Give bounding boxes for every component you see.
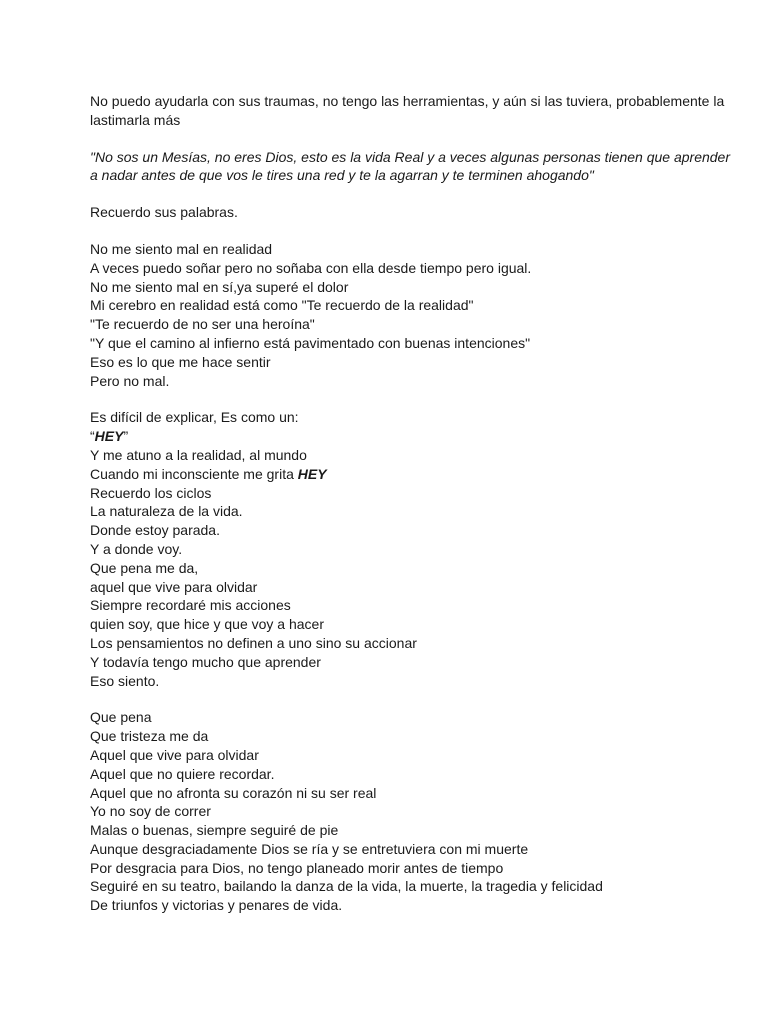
stanza-line: Siempre recordaré mis acciones: [90, 597, 291, 614]
stanza-line: aquel que vive para olvidar: [90, 578, 258, 595]
stanza-line: Eso siento.: [90, 672, 160, 689]
stanza-line: Los pensamientos no definen a uno sino su accionar: [90, 634, 417, 651]
open-quote: “: [90, 428, 95, 445]
stanza-line: Donde estoy parada.: [90, 522, 220, 539]
paragraph-gap: [90, 690, 730, 708]
stanza-line: Seguiré en su teatro, bailando la danza de la vida, la muerte, la tragedia y felicidad: [90, 878, 603, 895]
stanza-line: Aquel que no afronta su corazón ni su ser real: [90, 784, 377, 801]
stanza-3: [90, 708, 730, 915]
stanza-line: Aquel que no quiere recordar.: [90, 765, 275, 782]
paragraph-gap: [90, 222, 730, 240]
stanza-line: [90, 465, 730, 484]
stanza-line: A veces puedo soñar pero no soñaba con ella desde tiempo pero igual.: [90, 259, 532, 276]
hey-word: HEY: [94, 428, 124, 445]
stanza-line: Pero no mal.: [90, 372, 170, 389]
paragraph-gap: [90, 130, 730, 148]
stanza-line: "Y que el camino al infierno está pavimentado con buenas intenciones": [90, 334, 531, 351]
stanza-line: Que pena me da,: [90, 559, 199, 576]
stanza-line: Y todavía tengo mucho que aprender: [90, 653, 321, 670]
stanza-line: De triunfos y victorias y penares de vida.: [90, 897, 343, 914]
stanza-line: La naturaleza de la vida.: [90, 503, 243, 520]
stanza-line: Yo no soy de correr: [90, 803, 211, 820]
stanza-line: Aquel que vive para olvidar: [90, 746, 259, 763]
stanza-line: Es difícil de explicar, Es como un:: [90, 409, 299, 426]
stanza-line: No me siento mal en sí,ya superé el dolor: [90, 278, 349, 295]
stanza-2: [90, 408, 730, 690]
quote-paragraph: "No sos un Mesías, no eres Dios, esto es la vida Real y a veces algunas personas tienen que aprender a nadar antes de que vos le tires una red y te la agarran y te terminen ahogando": [90, 148, 731, 184]
hey-word: HEY: [297, 465, 327, 482]
paragraph-gap: [90, 390, 730, 408]
stanza-line: Que tristeza me da: [90, 728, 209, 745]
stanza-line: Recuerdo los ciclos: [90, 484, 212, 501]
stanza-line: Y me atuno a la realidad, al mundo: [90, 446, 307, 463]
stanza-line: Eso es lo que me hace sentir: [90, 353, 271, 370]
stanza-line: quien soy, que hice y que voy a hacer: [90, 616, 325, 633]
document-page: [90, 92, 730, 915]
recuerdo-line: Recuerdo sus palabras.: [90, 204, 238, 221]
stanza-line: Y a donde voy.: [90, 540, 183, 557]
stanza-line: Que pena: [90, 709, 152, 726]
stanza-line: No me siento mal en realidad: [90, 240, 273, 257]
stanza-line-prefix: Cuando mi inconsciente me grita: [90, 465, 298, 482]
stanza-1: [90, 240, 730, 390]
stanza-line: Aunque desgraciadamente Dios se ría y se entretuviera con mi muerte: [90, 840, 529, 857]
close-quote: ”: [123, 428, 129, 445]
stanza-line: Por desgracia para Dios, no tengo planeado morir antes de tiempo: [90, 859, 504, 876]
paragraph-gap: [90, 185, 730, 203]
stanza-line: Malas o buenas, siempre seguiré de pie: [90, 822, 339, 839]
stanza-line: "Te recuerdo de no ser una heroína": [90, 316, 315, 333]
hey-line: [90, 427, 730, 446]
opening-paragraph: No puedo ayudarla con sus traumas, no tengo las herramientas, y aún si las tuviera, probablemente la lastimarla más: [90, 93, 725, 128]
stanza-line: Mi cerebro en realidad está como "Te recuerdo de la realidad": [90, 297, 474, 314]
